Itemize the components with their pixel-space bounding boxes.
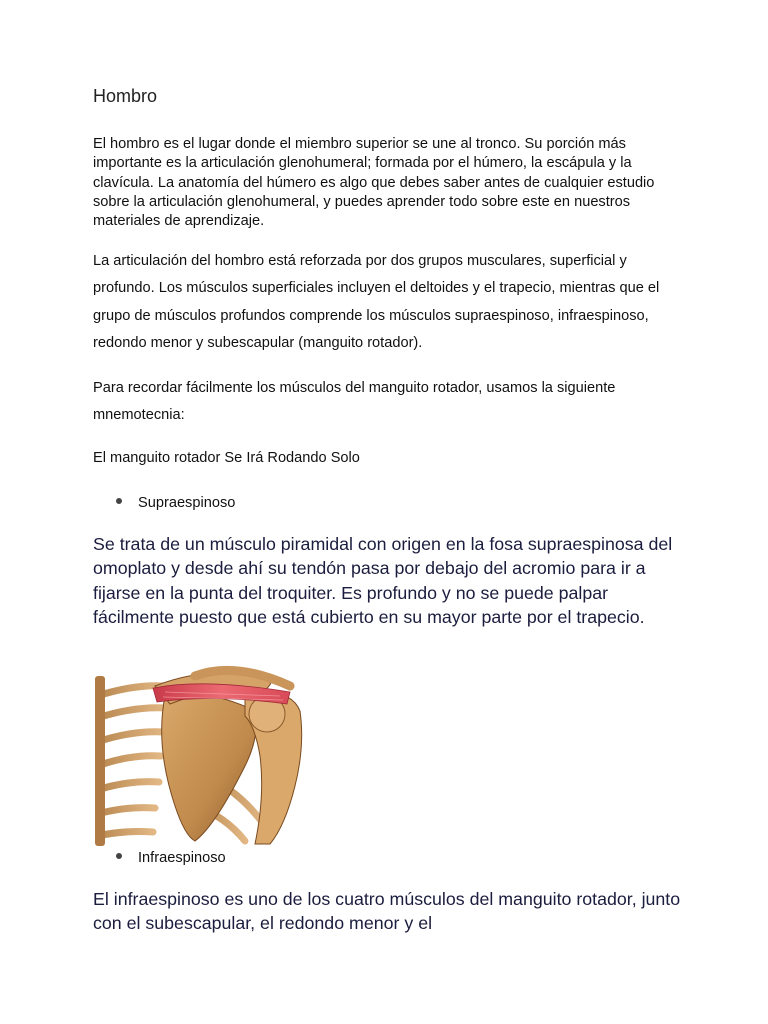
bullet-dot-icon — [116, 498, 122, 504]
muscle-groups-paragraph: La articulación del hombro está reforzada por dos grupos musculares, superficial y profundo. Los músculos superficiales incluyen el deltoides y el trapecio, mientras que el grupo de músculos profundos comprende los músculos supraespinoso, infraespinoso, redondo menor y subescapular (manguito rotador). — [93, 253, 660, 351]
page-title: Hombro — [93, 86, 158, 106]
mnemonic-intro-paragraph: Para recordar fácilmente los músculos del manguito rotador, usamos la siguiente mnemotecnia: — [93, 380, 616, 424]
list-item-infraespinoso — [116, 850, 226, 866]
bullet-dot-icon — [116, 853, 122, 859]
list-item-supraespinoso — [116, 495, 235, 511]
supraespinoso-description: Se trata de un músculo piramidal con origen en la fosa supraespinosa del omoplato y desde ahí su tendón pasa por debajo del acromio para ir a fijarse en la punta del troquiter. Es profundo y no se puede palpar fácilmente puesto que está cubierto en su mayor parte por el trapecio. — [93, 534, 673, 627]
infraespinoso-description: El infraespinoso es uno de los cuatro músculos del manguito rotador, junto con el subescapular, el redondo menor y el — [93, 889, 681, 934]
mnemonic-text: El manguito rotador Se Irá Rodando Solo — [93, 450, 360, 466]
intro-paragraph: El hombro es el lugar donde el miembro superior se une al tronco. Su porción más importante es la articulación glenohumeral; formada por el húmero, la escápula y la clavícula. La anatomía del húmero es algo que debes saber antes de cualquier estudio sobre la articulación glenohumeral, y puedes aprender todo sobre este en nuestros materiales de aprendizaje. — [93, 136, 655, 230]
list-item-label: Supraespinoso — [138, 495, 236, 511]
scapula-supraspinatus-illustration — [95, 656, 305, 846]
scapula — [162, 694, 257, 841]
list-item-label: Infraespinoso — [138, 850, 226, 866]
